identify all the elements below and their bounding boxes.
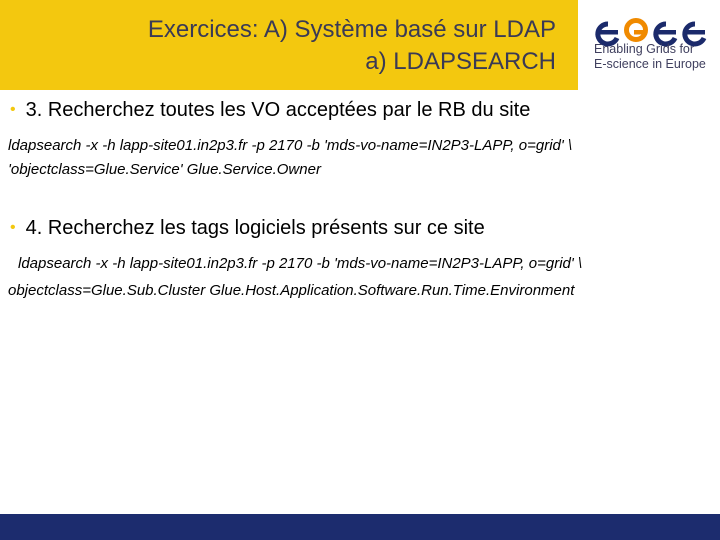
title-band xyxy=(0,0,578,90)
slide-title-line-2: a) LDAPSEARCH xyxy=(365,48,556,75)
logo-tagline-line-2: E-science in Europe xyxy=(594,57,706,71)
command-line: ldapsearch -x -h lapp-site01.in2p3.fr -p 2170 -b 'mds-vo-name=IN2P3-LAPP, o=grid' \ xyxy=(8,137,573,154)
egee-logo xyxy=(588,12,716,86)
command-line: ldapsearch -x -h lapp-site01.in2p3.fr -p 2170 -b 'mds-vo-name=IN2P3-LAPP, o=grid' \ xyxy=(18,255,583,272)
slide-title-line-1: Exercices: A) Système basé sur LDAP xyxy=(147,16,556,43)
bullet-item-3 xyxy=(10,98,530,124)
command-line: 'objectclass=Glue.Service' Glue.Service.Owner xyxy=(8,161,321,178)
command-line: objectclass=Glue.Sub.Cluster Glue.Host.Application.Software.Run.Time.Environment xyxy=(8,282,575,299)
bullet-icon: • xyxy=(10,101,16,118)
bullet-text: 3. Recherchez toutes les VO acceptées par le RB du site xyxy=(25,99,531,121)
bullet-text: 4. Recherchez les tags logiciels présents sur ce site xyxy=(25,217,485,239)
bullet-item-4 xyxy=(10,216,485,242)
footer-bar xyxy=(0,514,720,540)
logo-tagline-line-1: Enabling Grids for xyxy=(594,42,695,56)
bullet-icon: • xyxy=(10,219,16,236)
